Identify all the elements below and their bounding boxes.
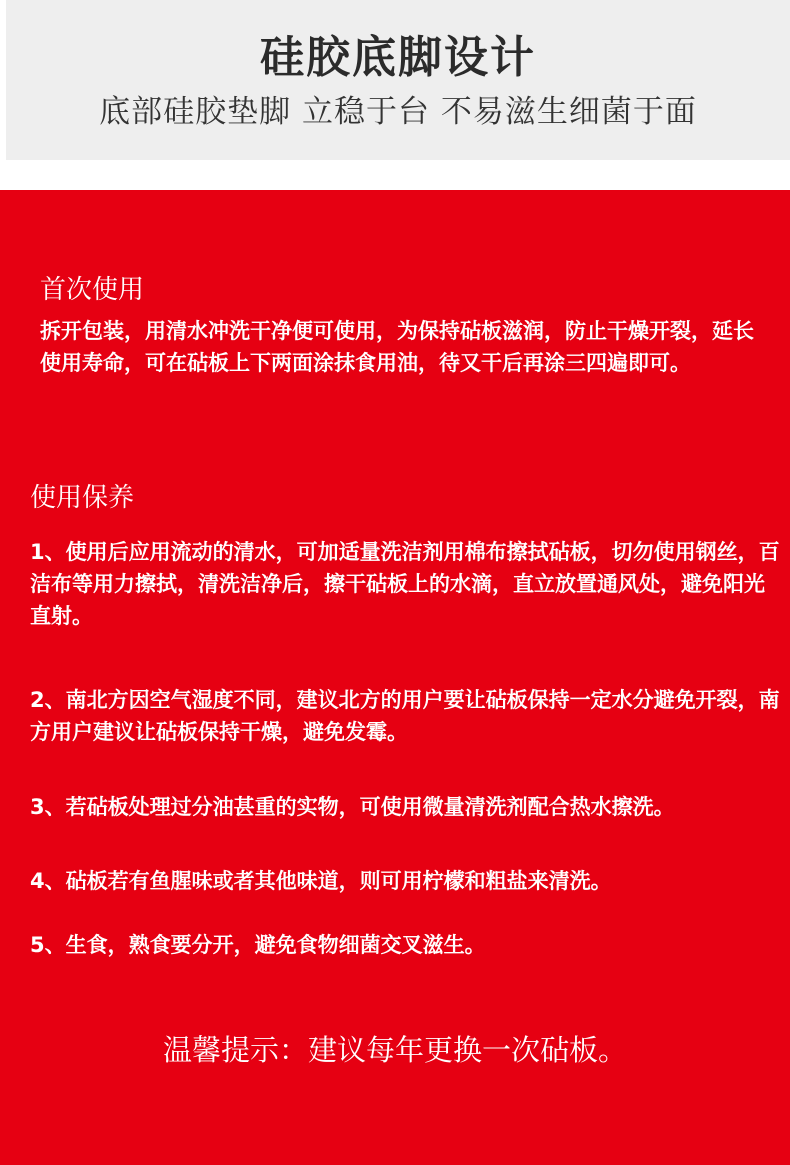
care-item-2: 2、南北方因空气湿度不同，建议北方的用户要让砧板保持一定水分避免开裂，南方用户建议让砧板保持干燥，避免发霉。 (30, 688, 780, 744)
care-item-4: 4、砧板若有鱼腥味或者其他味道，则可用柠檬和粗盐来清洗。 (30, 869, 612, 893)
care-item-3: 3、若砧板处理过分油甚重的实物，可使用微量清洗剂配合热水擦洗。 (30, 795, 675, 819)
warm-tip: 温馨提示：建议每年更换一次砧板。 (162, 1033, 627, 1067)
page-title: 硅胶底脚设计 (260, 32, 536, 83)
first-use-text: 拆开包装，用清水冲洗干净便可使用，为保持砧板滋润，防止干燥开裂，延长使用寿命，可在砧板上下两面涂抹食用油，待又干后再涂三四遍即可。 (40, 319, 754, 375)
care-item-1: 1、使用后应用流动的清水，可加适量洗洁剂用棉布擦拭砧板，切勿使用钢丝，百洁布等用力擦拭，清洗洁净后，擦干砧板上的水滴，直立放置通风处，避免阳光直射。 (30, 540, 780, 628)
page-subtitle: 底部硅胶垫脚 立稳于台 不易滋生细菌于面 (99, 94, 697, 130)
header-panel (6, 0, 790, 160)
first-use-heading: 首次使用 (40, 275, 145, 305)
care-heading: 使用保养 (30, 483, 135, 513)
instructions-panel (0, 190, 790, 1165)
care-item-5: 5、生食，熟食要分开，避免食物细菌交叉滋生。 (30, 933, 486, 957)
